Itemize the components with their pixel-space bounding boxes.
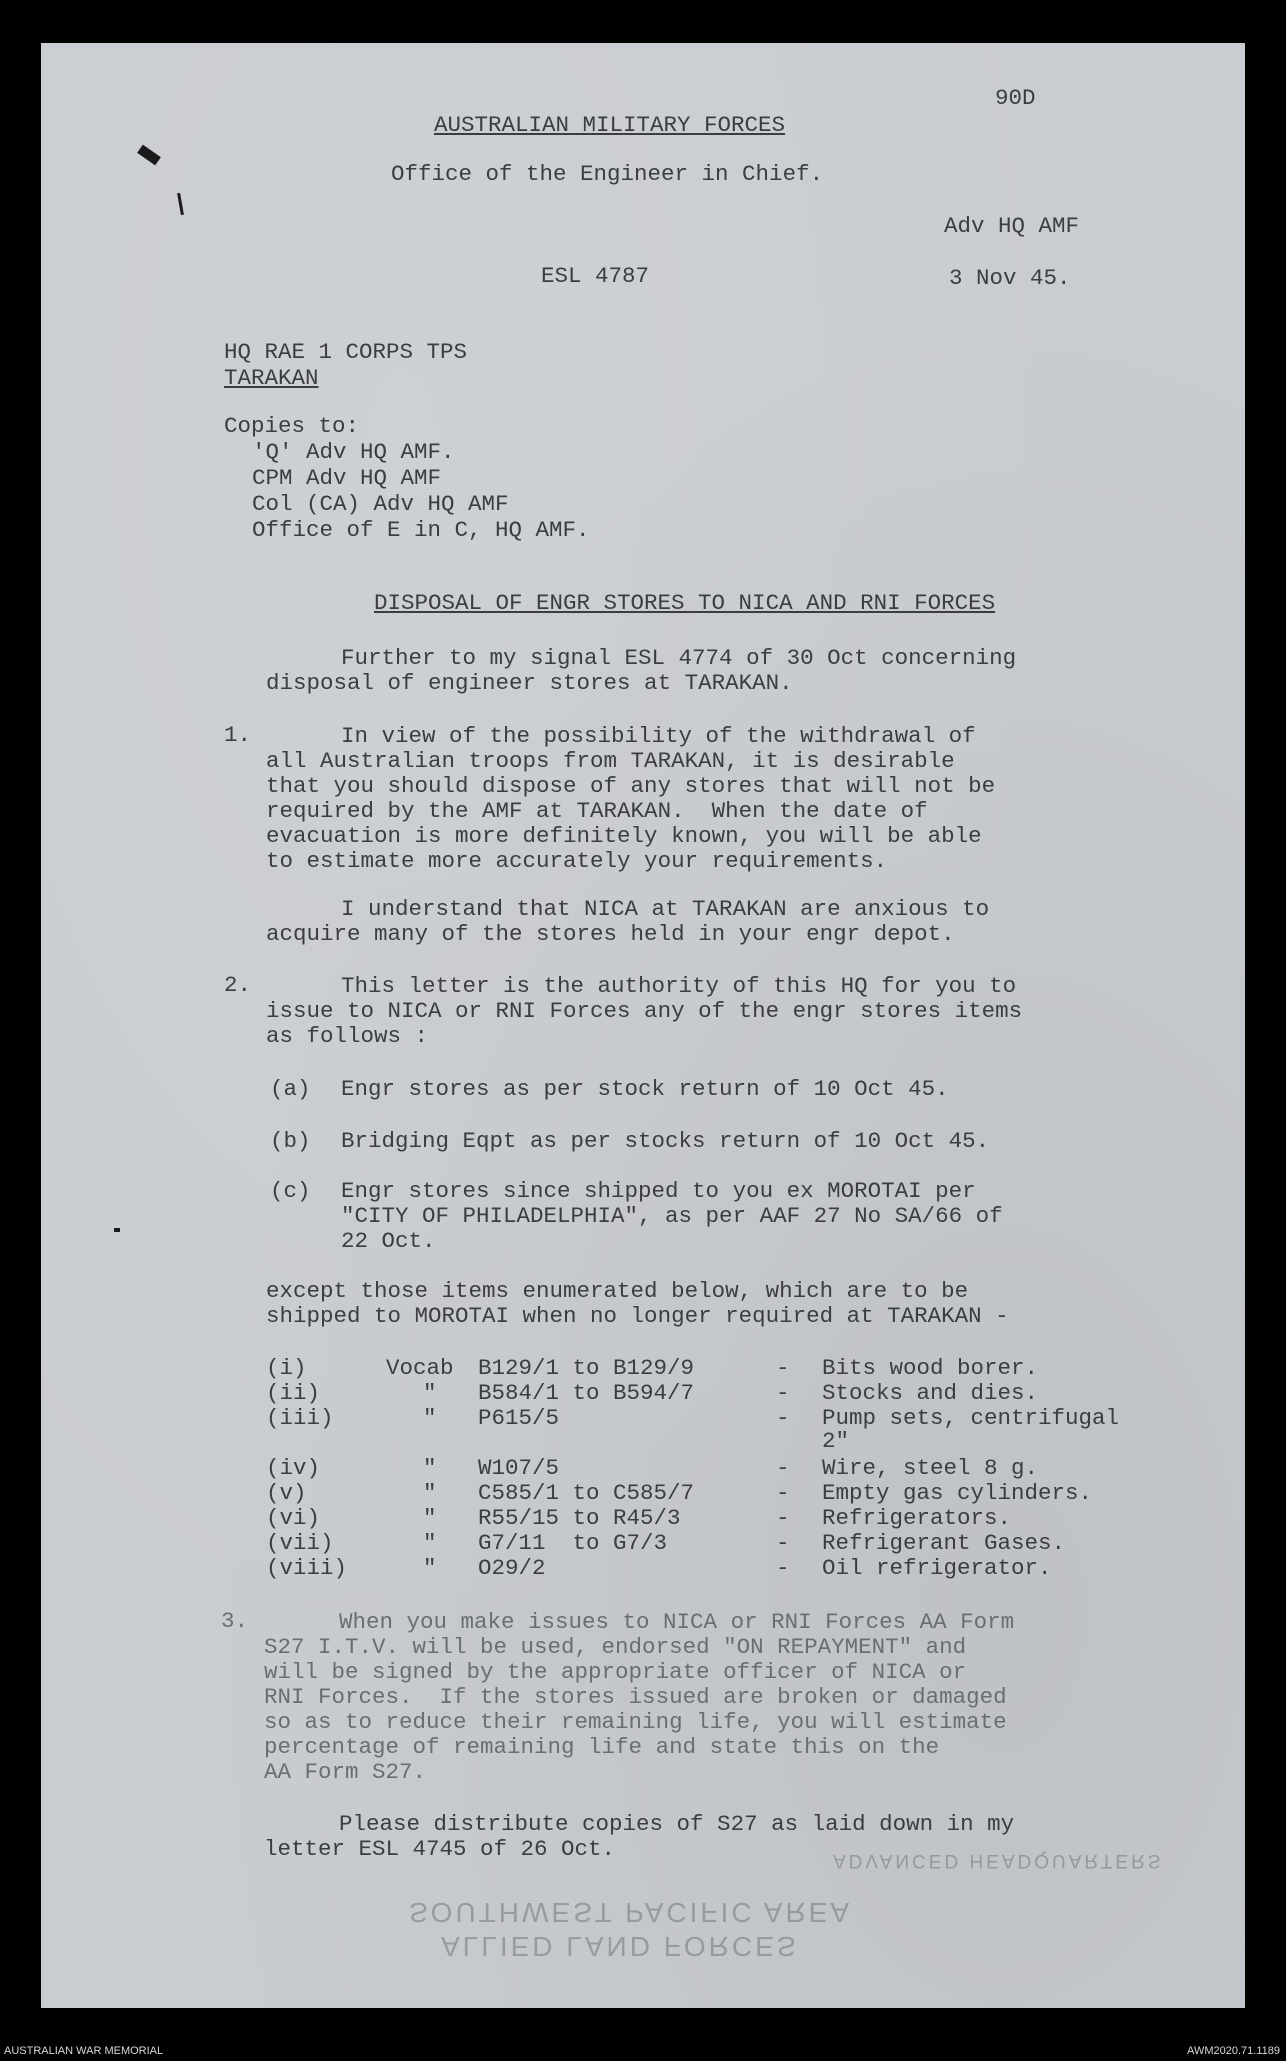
intro-line: Further to my signal ESL 4774 of 30 Oct concerning [341,645,1017,671]
item-desc: Refrigerators. [822,1505,1012,1531]
footer-left: AUSTRALIAN WAR MEMORIAL [4,2045,164,2057]
item-desc-continued: 2" [822,1428,850,1454]
intro-line: disposal of engineer stores at TARAKAN. [266,670,793,696]
item-num: (i) [266,1355,307,1381]
para1-line: all Australian troops from TARAKAN, it is desirable [266,748,955,774]
item-prefix: " [423,1405,437,1431]
item-num: (vii) [266,1530,334,1556]
sub-line: Engr stores since shipped to you ex MOROTAI per [341,1178,976,1204]
para3-number: 3. [221,1608,249,1634]
item-prefix: " [423,1555,437,1581]
item-ref: O29/2 [478,1555,546,1581]
except-line: except those items enumerated below, which are to be [266,1278,969,1304]
para2-line: as follows : [266,1023,429,1049]
bleed-through-stamp-line3: ALLIED LAND FORCES [441,1931,799,1962]
sub-label: (c) [270,1178,311,1204]
item-ref: C585/1 to C585/7 [478,1480,695,1506]
para2-number: 2. [224,972,252,998]
item-dash: - [776,1555,790,1581]
item-desc: Refrigerant Gases. [822,1530,1066,1556]
para1-line: required by the AMF at TARAKAN. When the date of [266,798,928,824]
bleed-through-stamp-line2: SOUTHWEST PACIFIC AREA [409,1897,853,1928]
para3-line: so as to reduce their remaining life, you will estimate [264,1709,1007,1735]
para1-extra-line: acquire many of the stores held in your engr depot. [266,921,955,947]
para1-line: that you should dispose of any stores that will not be [266,773,996,799]
item-num: (vi) [266,1505,321,1531]
copies-item: Office of E in C, HQ AMF. [252,517,590,543]
item-num: (iv) [266,1455,321,1481]
sub-line: Engr stores as per stock return of 10 Oct 45. [341,1076,949,1102]
item-prefix: " [423,1505,437,1531]
item-desc: Bits wood borer. [822,1355,1039,1381]
copies-item: CPM Adv HQ AMF [252,465,442,491]
item-num: (viii) [266,1555,348,1581]
item-dash: - [776,1405,790,1431]
item-dash: - [776,1480,790,1506]
page-number: 90D [995,85,1036,111]
sub-line: Bridging Eqpt as per stocks return of 10 Oct 45. [341,1128,990,1154]
copies-label: Copies to: [224,413,360,439]
document-page [41,43,1245,2008]
item-desc: Pump sets, centrifugal [822,1405,1120,1431]
addressee-line2: TARAKAN [224,365,319,391]
item-prefix: " [423,1530,437,1556]
sub-label: (a) [270,1076,311,1102]
footer-right: AWM2020.71.1189 [1187,2045,1280,2057]
item-num: (v) [266,1480,307,1506]
except-line: shipped to MOROTAI when no longer required at TARAKAN - [266,1303,1009,1329]
para3-line: will be signed by the appropriate officer of NICA or [264,1659,967,1685]
letterhead-org: AUSTRALIAN MILITARY FORCES [434,112,786,138]
item-dash: - [776,1455,790,1481]
item-desc: Empty gas cylinders. [822,1480,1093,1506]
para1-line: to estimate more accurately your requirements. [266,848,888,874]
item-prefix: " [423,1480,437,1506]
letter-date: 3 Nov 45. [949,265,1071,291]
para1-number: 1. [224,722,252,748]
reference-number: ESL 4787 [541,263,650,289]
item-dash: - [776,1530,790,1556]
item-ref: R55/15 to R45/3 [478,1505,681,1531]
punch-mark [177,193,184,215]
item-desc: Wire, steel 8 g. [822,1455,1039,1481]
item-desc: Oil refrigerator. [822,1555,1052,1581]
para3-line: RNI Forces. If the stores issued are broken or damaged [264,1684,1007,1710]
letterhead-office: Office of the Engineer in Chief. [391,161,824,187]
item-dash: - [776,1380,790,1406]
copies-item: Col (CA) Adv HQ AMF [252,491,509,517]
item-dash: - [776,1505,790,1531]
subject-line: DISPOSAL OF ENGR STORES TO NICA AND RNI FORCES [374,590,996,616]
ink-speck [114,1228,120,1232]
item-ref: G7/11 to G7/3 [478,1530,668,1556]
closing-line: Please distribute copies of S27 as laid down in my [339,1811,1015,1837]
item-ref: B129/1 to B129/9 [478,1355,695,1381]
letterhead-location: Adv HQ AMF [944,213,1080,239]
item-num: (ii) [266,1380,321,1406]
para1-line: evacuation is more definitely known, you will be able [266,823,982,849]
para2-line: This letter is the authority of this HQ for you to [341,973,1017,999]
para1-extra-line: I understand that NICA at TARAKAN are anxious to [341,896,990,922]
punch-mark [137,145,161,166]
item-ref: P615/5 [478,1405,560,1431]
closing-line: letter ESL 4745 of 26 Oct. [264,1836,616,1862]
para3-line: When you make issues to NICA or RNI Forces AA Form [339,1609,1015,1635]
copies-item: 'Q' Adv HQ AMF. [252,439,455,465]
item-ref: W107/5 [478,1455,560,1481]
para3-line: percentage of remaining life and state this on the [264,1734,940,1760]
sub-line: 22 Oct. [341,1228,436,1254]
item-prefix: " [423,1380,437,1406]
bleed-through-stamp-line1: ADVANCED HEADQUARTERS [833,1850,1164,1871]
item-prefix: " [423,1455,437,1481]
para1-line: In view of the possibility of the withdrawal of [341,723,976,749]
para3-line: AA Form S27. [264,1759,427,1785]
item-dash: - [776,1355,790,1381]
sub-label: (b) [270,1128,311,1154]
item-num: (iii) [266,1405,334,1431]
para3-line: S27 I.T.V. will be used, endorsed "ON REPAYMENT" and [264,1634,967,1660]
addressee-line1: HQ RAE 1 CORPS TPS [224,339,468,365]
item-prefix: Vocab [386,1355,454,1381]
item-desc: Stocks and dies. [822,1380,1039,1406]
sub-line: "CITY OF PHILADELPHIA", as per AAF 27 No SA/66 of [341,1203,1003,1229]
item-ref: B584/1 to B594/7 [478,1380,695,1406]
para2-line: issue to NICA or RNI Forces any of the engr stores items [266,998,1023,1024]
